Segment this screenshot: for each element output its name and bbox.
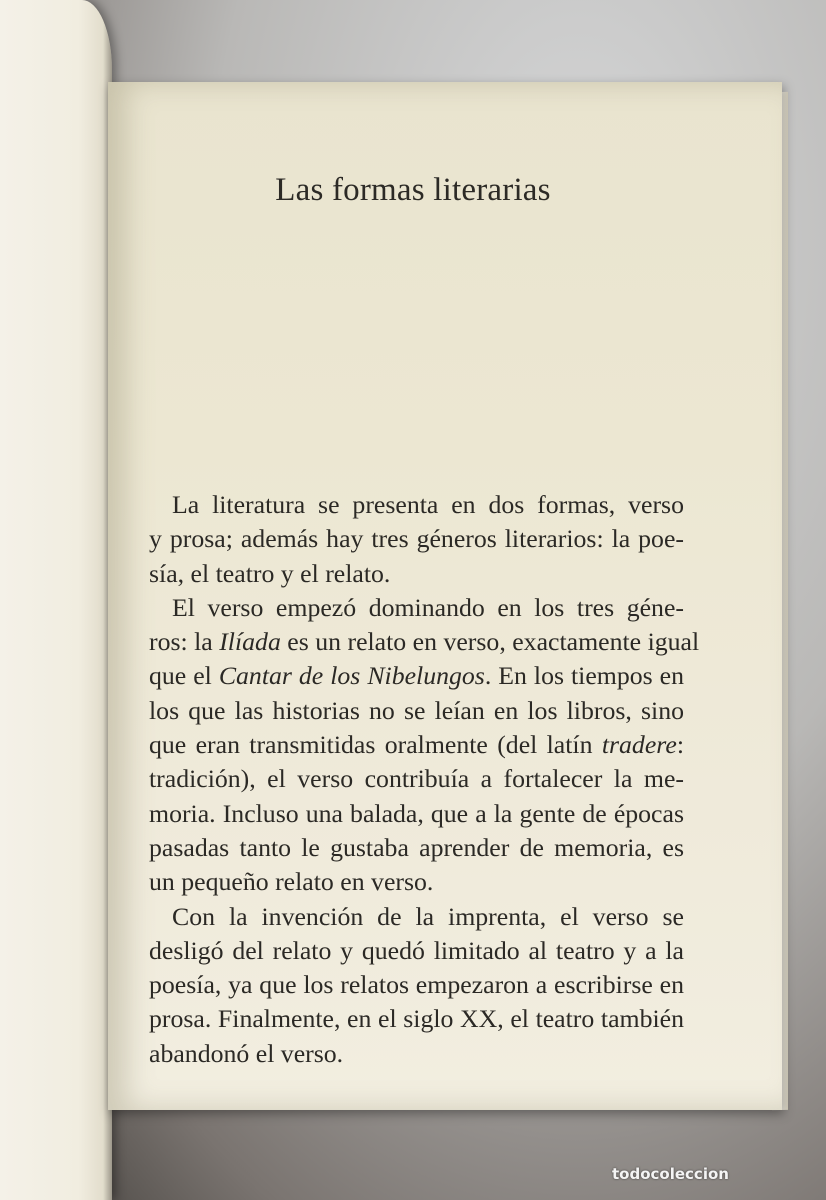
- text-run: moria. Incluso una balada, que a la gente de épocas: [149, 798, 684, 828]
- text-run: . En los tiempos en: [484, 661, 684, 691]
- text-line: [149, 797, 684, 831]
- text-line: [149, 694, 684, 728]
- text-run: desligó del relato y quedó limitado al teatro y a la: [149, 935, 684, 965]
- text-run: Con la invención de la imprenta, el verso se: [172, 901, 684, 931]
- text-line: [172, 591, 684, 625]
- italic-title: Cantar de los Nibelungos: [218, 661, 485, 691]
- italic-word: tradere: [601, 730, 677, 760]
- text-line: [149, 1002, 684, 1036]
- text-run: poesía, ya que los relatos empezaron a escribirse en: [149, 970, 684, 1000]
- text-run: un pequeño relato en verso.: [149, 867, 434, 897]
- text-line: [149, 557, 684, 591]
- text-line: [149, 1037, 684, 1071]
- text-line: [149, 659, 684, 693]
- text-run: que el: [149, 661, 219, 691]
- body-text: [149, 488, 700, 1071]
- text-line: [149, 968, 684, 1002]
- text-run: pasadas tanto le gustaba aprender de memoria, es: [149, 832, 684, 862]
- text-run: :: [676, 730, 684, 760]
- text-line: [149, 522, 684, 556]
- watermark: todocoleccion: [612, 1165, 729, 1183]
- text-run: es un relato en verso, exactamente igual: [280, 627, 700, 657]
- text-run: los que las historias no se leían en los libros, sino: [149, 695, 684, 725]
- text-line: [172, 488, 684, 522]
- italic-title: Ilíada: [219, 627, 281, 657]
- text-run: abandonó el verso.: [149, 1038, 344, 1068]
- text-run: ros: la: [149, 627, 220, 657]
- text-line: [149, 865, 684, 899]
- text-line: [149, 934, 684, 968]
- text-line: [149, 831, 684, 865]
- text-run: El verso empezó dominando en los tres géne-: [172, 592, 684, 622]
- text-run: prosa. Finalmente, en el siglo XX, el teatro también: [149, 1004, 684, 1034]
- chapter-title: Las formas literarias: [275, 172, 551, 208]
- text-line: [149, 762, 684, 796]
- text-run: y prosa; además hay tres géneros literarios: la poe-: [149, 524, 684, 554]
- text-run: sía, el teatro y el relato.: [149, 558, 391, 588]
- text-line: [149, 625, 700, 659]
- text-run: La literatura se presenta en dos formas, verso: [172, 490, 684, 519]
- text-line: [149, 728, 684, 762]
- text-run: que eran transmitidas oralmente (del latín: [149, 730, 602, 760]
- text-line: [172, 900, 684, 934]
- text-run: tradición), el verso contribuía a fortalecer la me-: [149, 764, 684, 794]
